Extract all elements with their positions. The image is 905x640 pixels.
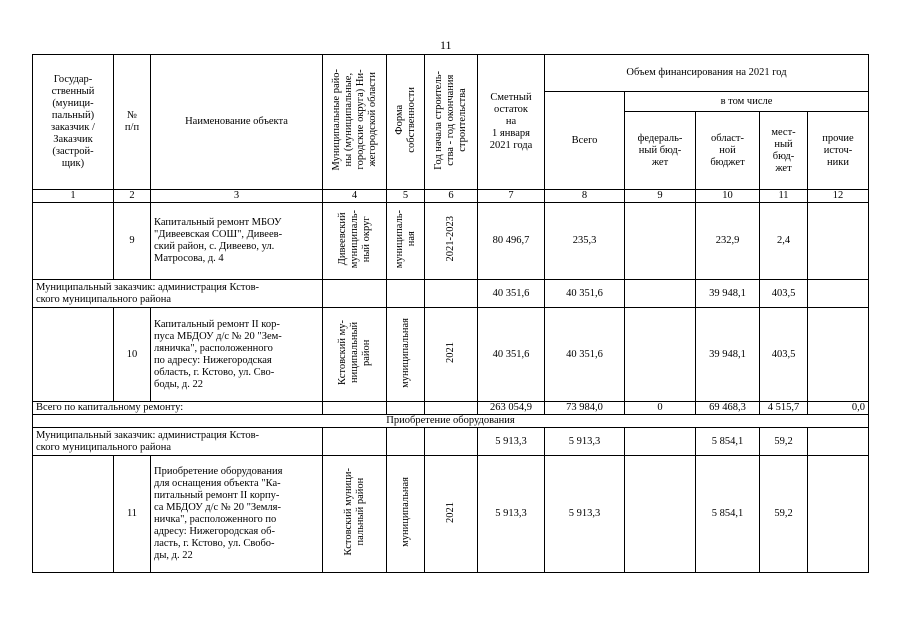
object-name: Капитальный ремонт МБОУ "Дивеевская СОШ", Дивеев- ский район, с. Дивеево, ул. Матросова, д. 4 bbox=[151, 203, 323, 280]
regional-cell: 232,9 bbox=[696, 203, 760, 280]
local-cell: 59,2 bbox=[760, 428, 808, 456]
header-balance: Сметный остаток на 1 января 2021 года bbox=[478, 55, 545, 190]
table-row bbox=[33, 456, 869, 573]
table-row bbox=[33, 308, 869, 402]
balance-cell: 40 351,6 bbox=[478, 280, 545, 308]
balance-cell: 80 496,7 bbox=[478, 203, 545, 280]
header-local: мест- ный бюд- жет bbox=[760, 112, 808, 190]
years-cell: 2021 bbox=[425, 456, 478, 573]
district-cell: Кстовский муници- пальный район bbox=[323, 456, 387, 573]
local-cell: 2,4 bbox=[760, 203, 808, 280]
col-number: 12 bbox=[808, 190, 869, 203]
customer-row bbox=[33, 280, 869, 308]
regional-cell: 5 854,1 bbox=[696, 428, 760, 456]
row-number: 10 bbox=[114, 308, 151, 402]
local-cell: 59,2 bbox=[760, 456, 808, 573]
district-cell: Дивеевский муниципаль- ный округ bbox=[323, 203, 387, 280]
header-object-name: Наименование объекта bbox=[151, 55, 323, 190]
total-cell: 40 351,6 bbox=[545, 280, 625, 308]
years-cell: 2021-2023 bbox=[425, 203, 478, 280]
local-cell: 403,5 bbox=[760, 280, 808, 308]
other-cell: 0,0 bbox=[808, 402, 869, 415]
section-row bbox=[33, 415, 869, 428]
header-other: прочие источ- ники bbox=[808, 112, 869, 190]
regional-cell: 5 854,1 bbox=[696, 456, 760, 573]
column-numbers-row bbox=[33, 190, 869, 203]
total-cell: 5 913,3 bbox=[545, 428, 625, 456]
district-cell: Кстовский му- ниципальный район bbox=[323, 308, 387, 402]
balance-cell: 40 351,6 bbox=[478, 308, 545, 402]
local-cell: 4 515,7 bbox=[760, 402, 808, 415]
customer-label: Муниципальный заказчик: администрация Кстов- ского муниципального района bbox=[33, 280, 323, 308]
header-ownership: Форма собственности bbox=[387, 55, 425, 190]
regional-cell: 69 468,3 bbox=[696, 402, 760, 415]
years-cell: 2021 bbox=[425, 308, 478, 402]
total-cell: 5 913,3 bbox=[545, 456, 625, 573]
col-number: 6 bbox=[425, 190, 478, 203]
total-cell: 73 984,0 bbox=[545, 402, 625, 415]
balance-cell: 5 913,3 bbox=[478, 428, 545, 456]
object-name: Капитальный ремонт II кор- пуса МБДОУ д/с № 20 "Зем- ляничка", расположенного по адресу: Нижегородская область, г. Кстово, ул. Сво- боды, д. 22 bbox=[151, 308, 323, 402]
total-row bbox=[33, 402, 869, 415]
total-cell: 40 351,6 bbox=[545, 308, 625, 402]
col-number: 2 bbox=[114, 190, 151, 203]
customer-row bbox=[33, 428, 869, 456]
regional-cell: 39 948,1 bbox=[696, 280, 760, 308]
total-cell: 235,3 bbox=[545, 203, 625, 280]
object-name: Приобретение оборудования для оснащения объекта "Ка- питальный ремонт II корпу- са МБДОУ д/с № 20 "Земля- ничка", расположенного по адресу: Нижегородская об- ласть, г. Кстово, ул. Свобо- ды, д. 22 bbox=[151, 456, 323, 573]
ownership-cell: муниципаль- ная bbox=[387, 203, 425, 280]
header-including: в том числе bbox=[625, 92, 869, 112]
col-number: 8 bbox=[545, 190, 625, 203]
local-cell: 403,5 bbox=[760, 308, 808, 402]
federal-cell: 0 bbox=[625, 402, 696, 415]
ownership-cell: муниципальная bbox=[387, 456, 425, 573]
header-customer: Государ- ственный (муници- пальный) заказчик / Заказчик (застрой- щик) bbox=[33, 55, 114, 190]
row-number: 9 bbox=[114, 203, 151, 280]
col-number: 9 bbox=[625, 190, 696, 203]
header-total: Всего bbox=[545, 92, 625, 190]
header-federal: федераль- ный бюд- жет bbox=[625, 112, 696, 190]
total-label: Всего по капитальному ремонту: bbox=[33, 402, 323, 415]
col-number: 4 bbox=[323, 190, 387, 203]
col-number: 11 bbox=[760, 190, 808, 203]
table-row bbox=[33, 203, 869, 280]
section-title: Приобретение оборудования bbox=[33, 415, 869, 428]
col-number: 7 bbox=[478, 190, 545, 203]
col-number: 3 bbox=[151, 190, 323, 203]
regional-cell: 39 948,1 bbox=[696, 308, 760, 402]
col-number: 5 bbox=[387, 190, 425, 203]
header-district: Муниципальные райо- ны (муниципальные, городские округа) Ни- жегородской области bbox=[323, 55, 387, 190]
investment-table bbox=[32, 54, 869, 573]
header-years: Год начала строитель- ства - год окончания строительства bbox=[425, 55, 478, 190]
page-number: 11 bbox=[440, 38, 452, 52]
customer-label: Муниципальный заказчик: администрация Кстов- ского муниципального района bbox=[33, 428, 323, 456]
col-number: 10 bbox=[696, 190, 760, 203]
balance-cell: 263 054,9 bbox=[478, 402, 545, 415]
balance-cell: 5 913,3 bbox=[478, 456, 545, 573]
header-regional: област- ной бюджет bbox=[696, 112, 760, 190]
ownership-cell: муниципальная bbox=[387, 308, 425, 402]
row-number: 11 bbox=[114, 456, 151, 573]
col-number: 1 bbox=[33, 190, 114, 203]
header-number: № п/п bbox=[114, 55, 151, 190]
header-funding: Объем финансирования на 2021 год bbox=[545, 55, 869, 92]
